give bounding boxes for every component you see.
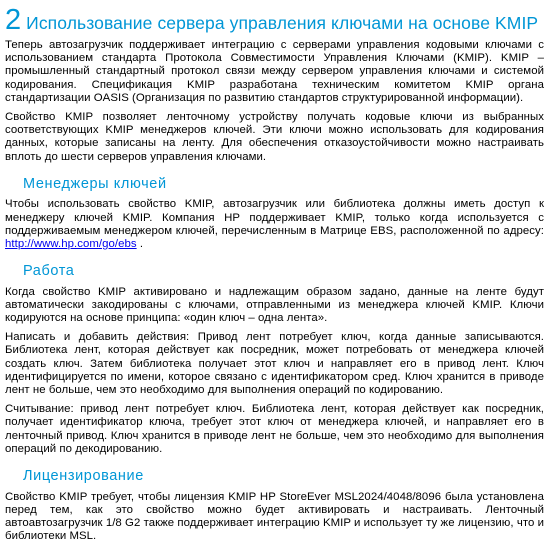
section-heading-operation: Работа <box>23 263 75 280</box>
chapter-title: Использование сервера управления ключами на основе KMIP <box>26 13 539 33</box>
operation-paragraph-2: Написать и добавить действия: Привод лент потребует ключ, когда данные записываются. Библиотека лент, которая действует как посредник, может потребовать от менеджера ключей создать ключ. Затем библиотека получает этот ключ и направляет его в привод лент. Ключ идентифицируется по имени, которое связано с идентификатором сред. Ключ хранится в приводе лент не больше, чем это необходимо для выполнения операций по кодированию. <box>5 331 544 397</box>
key-managers-text-end: . <box>136 237 144 250</box>
operation-paragraph-1: Когда свойство KMIP активировано и надлежащим образом задано, данные на ленте будут автоматически закодированы с ключами, отправленными из менеджера ключей KMIP. Ключи кодируются на основе принципа: «один ключ – одна лента». <box>5 285 544 325</box>
chapter-heading <box>5 6 544 35</box>
ebs-matrix-link[interactable]: http://www.hp.com/go/ebs <box>5 237 137 250</box>
intro-paragraph-1: Теперь автозагрузчик поддерживает интеграцию с серверами управления кодовыми ключами с использованием стандарта Протокола Совместимости Управления Ключами (KMIP). KMIP – промышленный стандартный протокол связи между сервером управления ключами и системой кодирования. Спецификация KMIP разработана техническим комитетом KMIP органа стандартизации OASIS (Организация по развитию стандартов структурированной информации). <box>5 39 544 104</box>
section-heading-licensing: Лицензирование <box>23 468 144 485</box>
section-heading-key-managers: Менеджеры ключей <box>23 175 167 192</box>
key-managers-text: Чтобы использовать свойство KMIP, автозагрузчик или библиотека должны иметь доступ к менеджеру ключей KMIP. Компания HP поддерживает KMIP, только когда используется с поддерживаемым менеджером ключей, перечисленным в Матрице EBS, расположенной по адресу: <box>5 198 544 237</box>
key-managers-paragraph <box>5 198 544 251</box>
chapter-number: 2 <box>5 4 22 36</box>
operation-paragraph-3: Считывание: привод лент потребует ключ. Библиотека лент, которая действует как посредник, получает идентификатор ключа, требует этот ключ от менеджера ключей, и направляет его в ленточный привод. Ключ хранится в приводе лент не больше, чем это необходимо для выполнения операций по декодированию. <box>5 403 544 455</box>
intro-paragraph-2: Свойство KMIP позволяет ленточному устройству получать кодовые ключи из выбранных соответствующих KMIP менеджеров ключей. Эти ключи можно использовать для кодирования данных, которые записаны на ленту. Для обеспечения отказоустойчивости можно настраивать вплоть до шести серверов управления ключами. <box>5 111 544 163</box>
licensing-paragraph: Свойство KMIP требует, чтобы лицензия KMIP HP StoreEver MSL2024/4048/8096 была установлена перед тем, как это свойство можно будет активировать и настраивать. Ленточный автоавтозагрузчик 1/8 G2 также поддерживает интеграцию KMIP и использует ту же лицензию, что и библиотеки MSL. <box>5 490 544 543</box>
